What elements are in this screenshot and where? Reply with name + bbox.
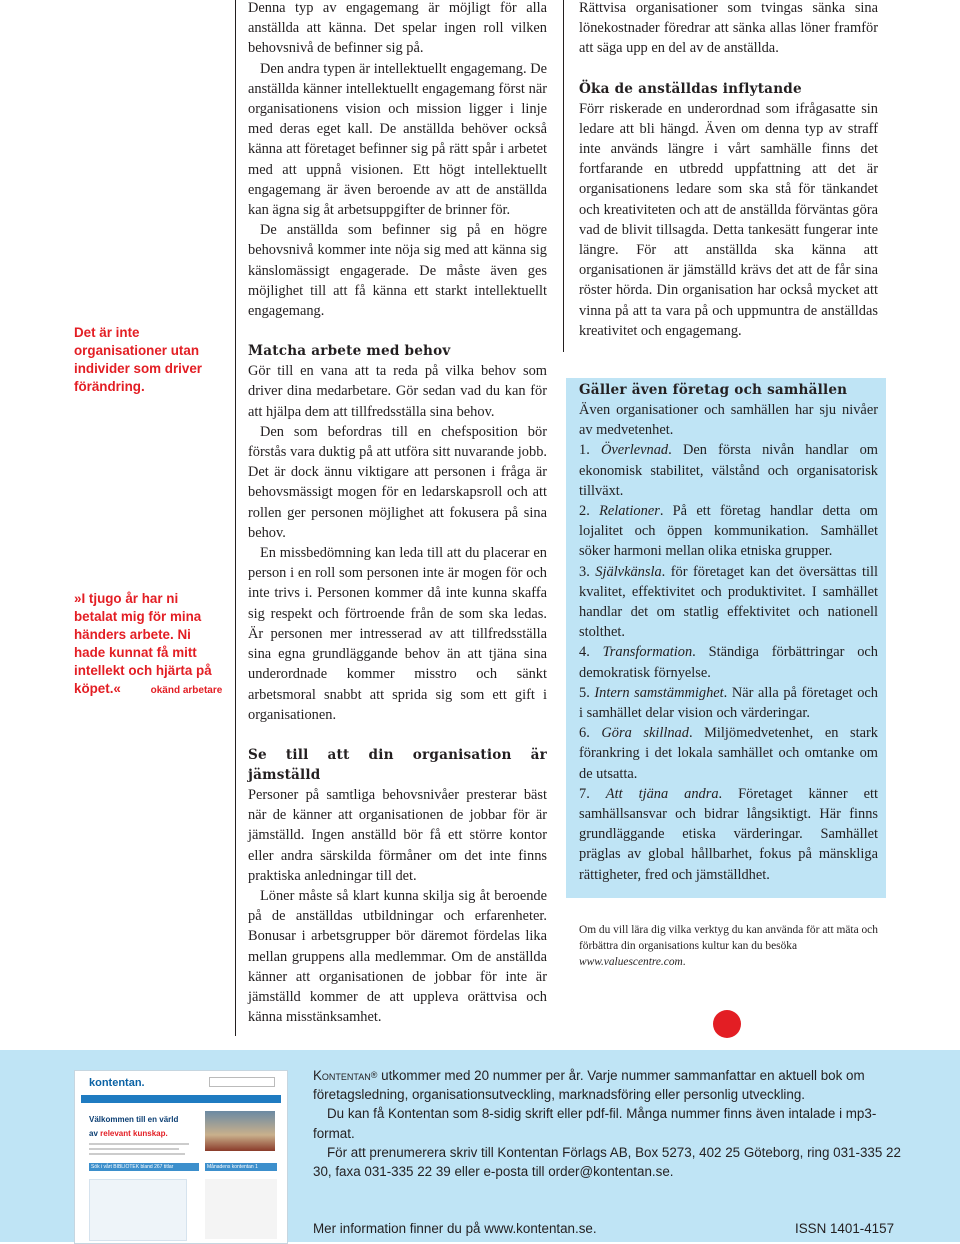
red-dot-icon	[713, 1010, 741, 1038]
registered-mark: ®	[370, 1070, 378, 1080]
banner-line-3: För att prenumerera skriv till Kontentan Förlags AB, Box 5273, 402 25 Göteborg, ring 031-335 22 30, faxa 031-335 22 39 eller e-posta till order@kontentan.se.	[313, 1144, 901, 1180]
website-library-bar-text: Sök i vårt BIBLIOTEK bland 267 titlar	[91, 1164, 174, 1170]
info-box-list	[579, 440, 878, 884]
more-info-link[interactable]: Mer information finner du på www.kontentan.se.	[313, 1221, 597, 1236]
info-box-item-number: 2.	[579, 503, 590, 520]
paragraph: Den andra typen är intellektuellt engagemang. De anställda känner intellektuellt engagemang först när organisationens vision och mission ligger i linje med deras eget kall. De anställda behöver också känna att företaget befinner sig på rätt spår i arbetet med att uppnå visionen. Ett högt intellektuellt engagemang är även beroende av att de anställda kan ägna sig åt arbetsuppgifter de brinner för.	[248, 60, 547, 219]
website-nav-bar	[81, 1095, 281, 1103]
website-month-bar-text: Månadens kontentan 1	[207, 1164, 258, 1170]
website-screenshot	[74, 1070, 288, 1244]
banner-line-2: Du kan få Kontentan som 8-sidig skrift eller pdf-fil. Många nummer finns även intalade i mp3-format.	[313, 1106, 877, 1141]
footnote-link[interactable]: www.valuescentre.com	[579, 956, 683, 968]
pull-quote-2-text: »I tjugo år har ni betalat mig för mina händers arbete. Ni hade kunnat få mitt intellekt och hjärta på köpet.«	[74, 591, 212, 696]
info-box-item-text: Miljömedvetenhet, en stark förankring i det lokala samhället och omtanke om de utsatta.	[579, 725, 878, 782]
info-box-item-name: Att tjäna andra	[605, 785, 719, 802]
paragraph: Förr riskerade en underordnad som ifrågasatte sin ledare att bli hängd. Även om denna typ av straff inte används längre i vårt samhälle finns det fortfarande en utbredd uppfattning att det är organisationens ledare som ska stå för tänkandet och kreativiteten och att de anställda förväntas göra vad de blivit tillsagda. Detta tankesätt fungerar inte längre. För att anställda ska känna att organisationen är jämställd krävs det att de får sina röster hörda. Din organisation har också mycket att vinna på att ta vara på och uppmuntra de anställdas kreativitet och engagemang.	[579, 100, 878, 339]
info-box-item: 3. Självkänsla. för företaget kan det översättas till kvalitet, effektivitet och produktivitet. I samhället handlar det om statlig effektivitet och nationell stolthet.	[579, 563, 878, 641]
website-list	[89, 1179, 187, 1241]
info-box-item: 4. Transformation. Ständiga förbättringar och demokratisk förnyelse.	[579, 644, 878, 681]
footnote	[579, 922, 879, 970]
info-box-item-number: 5.	[579, 684, 590, 701]
paragraph: Personer på samtliga behovsnivåer presterar bäst när de känner att organisationen de jobbar för är jämställd. Ingen anställd bör få ett större kontor eller andra särskilda förmåner om det inte finns praktiska anledningar till det.	[248, 786, 547, 884]
info-box	[579, 380, 878, 885]
banner-line-1	[313, 1066, 903, 1104]
footnote-end: .	[682, 956, 686, 968]
column-divider-left	[235, 0, 236, 1036]
banner-line-1-text: utkommer med 20 nummer per år. Varje nummer sammanfattar en aktuell bok om företagsledning, organisationsutveckling, marknadsföring eller personlig utveckling.	[313, 1068, 865, 1103]
info-box-item-text: Ständiga förbättringar och demokratisk förnyelse.	[579, 644, 878, 681]
info-box-item-name: Överlevnad	[601, 442, 669, 459]
website-headline-1: Välkommen till en värld	[89, 1115, 179, 1124]
website-text-line	[89, 1153, 185, 1155]
article-column-2	[579, 0, 878, 341]
website-month-bar	[205, 1163, 277, 1171]
info-box-item-text: Företaget känner ett samhällsansvar och bidrar långsiktigt. Här finns grundläggande etiska värderingar. Samhället präglas av global hållbarhet, fokus på mänskliga rättigheter, fred och jämställdhet.	[579, 785, 878, 883]
footnote-text: Om du vill lära dig vilka verktyg du kan använda för att mäta och förbättra din organisations kultur kan du besöka	[579, 924, 878, 952]
website-headline-2	[89, 1129, 168, 1138]
pull-quote-2-author: okänd arbetare	[150, 685, 223, 696]
column-divider-right	[563, 0, 564, 352]
info-box-item: 5. Intern samstämmighet. När alla på företaget och i samhället delar vision och värderingar.	[579, 684, 878, 722]
info-box-item: 6. Göra skillnad. Miljömedvetenhet, en stark förankring i det lokala samhället och omtanke om de utsatta.	[579, 725, 878, 782]
banner-text	[313, 1066, 903, 1181]
pull-quote-1: Det är inte organisationer utan individer som driver förändring.	[74, 325, 202, 394]
website-text-line	[89, 1143, 189, 1145]
brand-name: Kontentan	[313, 1068, 371, 1083]
section-heading: Öka de anställdas inflytande	[579, 80, 802, 97]
info-box-item-text: Den första nivån handlar om ekonomisk stabilitet, välstånd och organisatorisk tillväxt.	[579, 442, 878, 499]
info-box-item-text: När alla på företaget och i samhället delar vision och värderingar.	[579, 684, 878, 722]
issn: ISSN 1401-4157	[795, 1221, 895, 1236]
info-box-item-name: Relationer	[599, 503, 660, 520]
info-box-item: 2. Relationer. På ett företag handlar detta om lojalitet och öppen kommunikation. Samhället söker harmoni mellan olika etniska grupper.	[579, 503, 878, 560]
info-box-item-number: 7.	[579, 785, 590, 802]
website-logo: kontentan.	[89, 1077, 145, 1089]
info-box-item-text: för företaget kan det översättas till kvalitet, effektivitet och produktivitet. I samhället handlar det om statlig effektivitet och nationell stolthet.	[579, 563, 878, 641]
paragraph: De anställda som befinner sig på en högre behovsnivå kommer inte nöja sig med att känna sig känslomässigt engagerade. De måste även ges möjlighet till att få känna ett starkt intellektuellt engagemang.	[248, 222, 547, 320]
info-box-item: 1. Överlevnad. Den första nivån handlar om ekonomisk stabilitet, välstånd och organisatorisk tillväxt.	[579, 442, 878, 499]
info-box-title: Gäller även företag och samhällen	[579, 382, 848, 398]
info-box-intro: Även organisationer och samhällen har sju nivåer av medvetenhet.	[579, 402, 878, 439]
website-headline-2a: av	[89, 1129, 101, 1138]
paragraph: Gör till en vana att ta reda på vilka behov som driver dina medarbetare. Gör sedan vad du kan för att hjälpa dem att tillfredsställa sina behov.	[248, 363, 547, 420]
paragraph: Löner måste så klart kunna skilja sig åt beroende på de anställdas utbildningar och erfarenheter. Bonusar i arbetsgrupper bör däremot fördelas lika mellan gruppens alla medlemmar. Om de anställda känner att organisationen de jobbar för inte är jämställd kommer de att uppleva orättvisa och känna misstänksamhet.	[248, 887, 547, 1026]
info-box-item-text: På ett företag handlar detta om lojalitet och öppen kommunikation. Samhället söker harmoni mellan olika etniska grupper.	[579, 503, 878, 560]
paragraph: En missbedömning kan leda till att du placerar en person i en roll som personen inte är mogen för och inte trivs i. Personen kommer då inte kunna skaffa sig respekt och förtroende från de som ska ledas. Är personen mer intresserad av att tillfredsställa sina egna grundläggande behov än att tjäna sina underordnade kommer misstro och sänkt arbetsmoral snabbt att sprida sig som ett gift i organisationen.	[248, 545, 547, 723]
info-box-item-number: 6.	[579, 725, 590, 742]
section-heading: Matcha arbete med behov	[248, 343, 451, 360]
paragraph: Denna typ av engagemang är möjligt för alla anställda att känna. Det spelar ingen roll vilken behovsnivå de befinner sig på.	[248, 0, 547, 57]
info-box-item-name: Göra skillnad	[601, 725, 689, 742]
info-box-item-number: 4.	[579, 644, 590, 661]
info-box-item: 7. Att tjäna andra. Företaget känner ett samhällsansvar och bidrar långsiktigt. Här finns grundläggande etiska värderingar. Samhället präglas av global hållbarhet, fokus på mänskliga rättigheter, fred och jämställdhet.	[579, 785, 878, 883]
info-box-item-name: Transformation	[602, 644, 693, 661]
paragraph: Den som befordras till en chefsposition bör förstås vara duktig på att utföra sitt nuvarande jobb. Det är dock ännu viktigare att personen i fråga är behovsmässigt mogen för en ledarskapsroll och att rollen ger personen möjlighet att fokusera på sina behov.	[248, 423, 547, 541]
website-books-image	[205, 1111, 275, 1151]
section-heading: Se till att din organisation är jämställd	[248, 746, 547, 783]
website-headline-2b: relevant kunskap.	[100, 1129, 168, 1138]
pull-quote-2	[74, 590, 224, 700]
website-search-box	[209, 1077, 275, 1087]
info-box-item-name: Intern samstämmighet	[594, 684, 724, 701]
website-text-line	[89, 1148, 179, 1150]
paragraph: Rättvisa organisationer som tvingas sänka sina lönekostnader föredrar att sänka allas löner framför att säga upp en del av de anställda.	[579, 0, 878, 57]
info-box-item-name: Självkänsla	[595, 563, 662, 580]
website-library-bar	[89, 1163, 199, 1171]
website-panel	[205, 1179, 277, 1239]
article-column-1	[248, 0, 547, 1027]
info-box-item-number: 3.	[579, 563, 590, 580]
info-box-item-number: 1.	[579, 442, 590, 459]
